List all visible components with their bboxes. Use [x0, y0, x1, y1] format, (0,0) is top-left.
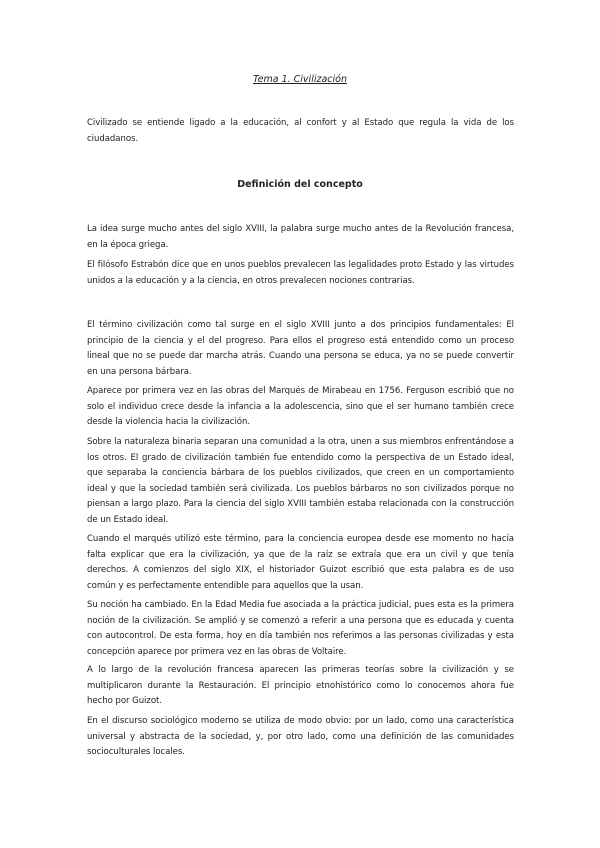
paragraph: Sobre la naturaleza binaria separan una comunidad a la otra, unen a sus miembros enfrentándose a los otros. El grado de civilización también fue entendido como la perspectiva de un Estado ideal, que separaba la conciencia bárbara de los pueblos civilizados, que creen en un comportamiento ideal y que la sociedad también será civilizada. Los pueblos bárbaros no son civilizados porque no piensan a largo plazo. Para la ciencia del siglo XVIII también estaba relacionada con la construcción de un Estado ideal.	[87, 437, 514, 525]
document-title: Tema 1. Civilización	[253, 74, 347, 85]
paragraph: En el discurso sociológico moderno se utiliza de modo obvio: por un lado, como una característica universal y abstracta de la sociedad, y, por otro lado, como una definición de las comunidades socioculturales locales.	[87, 716, 514, 758]
paragraph: El filósofo Estrabón dice que en unos pueblos prevalecen las legalidades proto Estado y las virtudes unidos a la educación y a la ciencia, en otros prevalecen nociones contrarias.	[87, 260, 514, 286]
paragraph: Cuando el marqués utilizó este término, para la conciencia europea desde ese momento no hacía falta explicar que era la civilización, ya que de la raíz se extraía que era un civil y que tenía derechos. A comienzos del siglo XIX, el historiador Guizot escribió que esta palabra es de uso común y es perfectamente entendible para aquellos que la usan.	[87, 534, 514, 591]
paragraph: A lo largo de la revolución francesa aparecen las primeras teorías sobre la civilización y se multiplicaron durante la Restauración. El principio etnohistórico como lo conocemos ahora fue hecho por Guizot.	[87, 665, 514, 707]
paragraph: La idea surge mucho antes del siglo XVIII, la palabra surge mucho antes de la Revolución francesa, en la época griega.	[87, 224, 514, 250]
paragraph: Aparece por primera vez en las obras del Marqués de Mirabeau en 1756. Ferguson escribió que no solo el individuo crece desde la infancia a la adolescencia, sino que el ser humano también crece desde la violencia hacia la civilización.	[87, 386, 514, 428]
section-heading: Definición del concepto	[237, 179, 363, 190]
paragraph: Su noción ha cambiado. En la Edad Media fue asociada a la práctica judicial, pues esta es la primera noción de la civilización. Se amplió y se comenzó a referir a una persona que es educada y cuenta con autocontrol. De esta forma, hoy en día también nos referimos a las personas civilizadas y esta concepción aparece por primera vez en las obras de Voltaire.	[87, 600, 514, 657]
intro-paragraph: Civilizado se entiende ligado a la educación, al confort y al Estado que regula la vida de los ciudadanos.	[87, 118, 514, 144]
paragraph: El término civilización como tal surge en el siglo XVIII junto a dos principios fundamentales: El principio de la ciencia y el del progreso. Para ellos el progreso está entendido como un proceso lineal que no se puede dar marcha atrás. Cuando una persona se educa, ya no se puede convertir en una persona bárbara.	[87, 320, 514, 377]
